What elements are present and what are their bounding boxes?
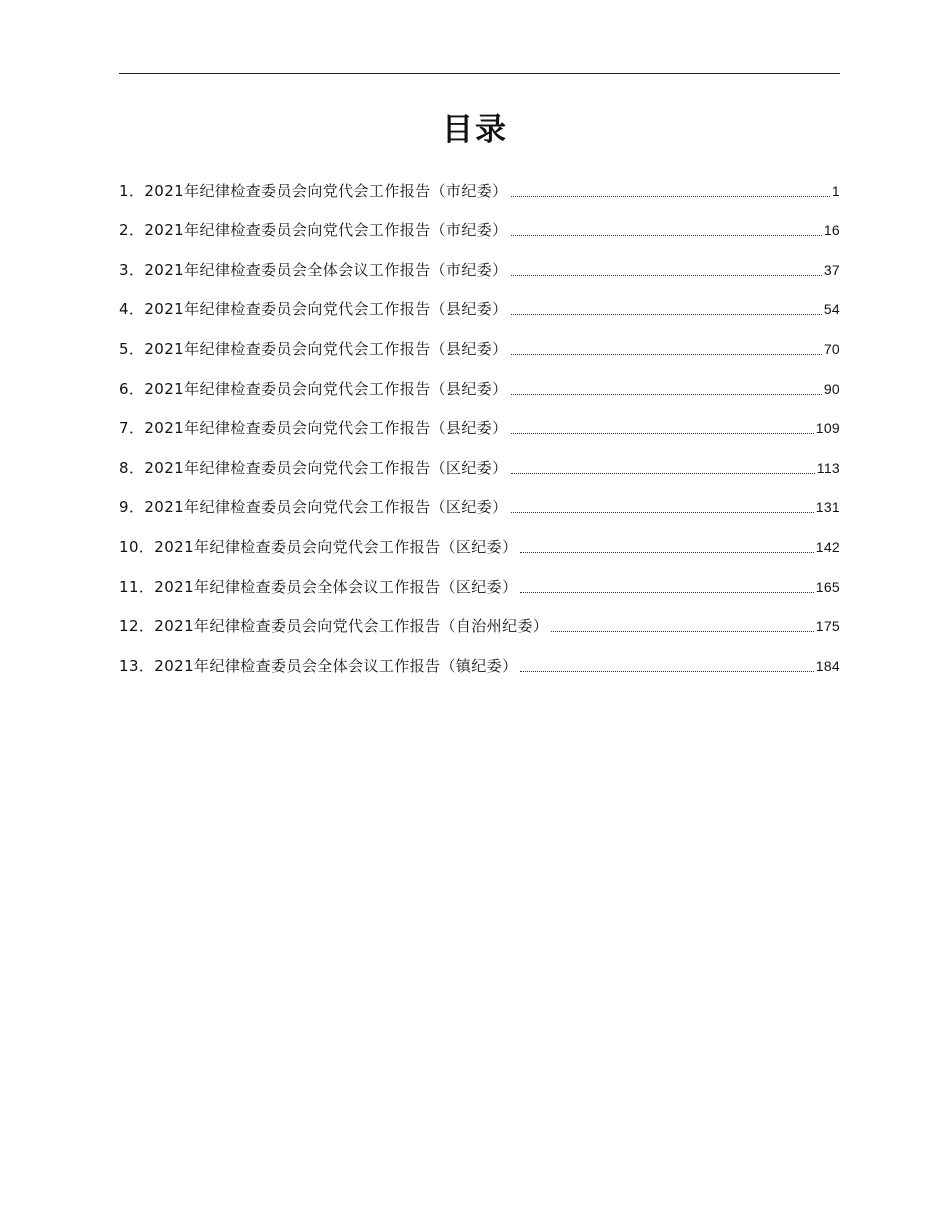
toc-entry-text: 10．2021年纪律检查委员会向党代会工作报告（区纪委） bbox=[119, 537, 518, 556]
toc-leader-dots bbox=[511, 354, 822, 355]
toc-page-number: 16 bbox=[823, 222, 840, 239]
toc-entry-text: 5．2021年纪律检查委员会向党代会工作报告（县纪委） bbox=[119, 339, 508, 358]
toc-entry-text: 12．2021年纪律检查委员会向党代会工作报告（自治州纪委） bbox=[119, 617, 549, 636]
toc-page-number: 37 bbox=[823, 261, 840, 278]
toc-entry-text: 1．2021年纪律检查委员会向党代会工作报告（市纪委） bbox=[119, 181, 508, 200]
toc-page-number: 184 bbox=[815, 657, 840, 674]
toc-leader-dots bbox=[511, 235, 822, 236]
toc-entry-4[interactable] bbox=[119, 285, 840, 325]
toc-entry-text: 9．2021年纪律检查委员会向党代会工作报告（区纪委） bbox=[119, 498, 508, 517]
toc-list bbox=[119, 166, 840, 681]
toc-entry-1[interactable] bbox=[119, 166, 840, 206]
toc-page-number: 142 bbox=[815, 538, 840, 555]
toc-entry-7[interactable] bbox=[119, 404, 840, 444]
toc-title: 目录 bbox=[442, 112, 508, 148]
toc-entry-3[interactable] bbox=[119, 245, 840, 285]
toc-leader-dots bbox=[511, 275, 822, 276]
toc-page-number: 70 bbox=[823, 340, 840, 357]
toc-page-number: 109 bbox=[815, 420, 840, 437]
toc-leader-dots bbox=[511, 512, 814, 513]
toc-entry-11[interactable] bbox=[119, 562, 840, 602]
toc-leader-dots bbox=[520, 552, 813, 553]
toc-entry-9[interactable] bbox=[119, 483, 840, 523]
toc-entry-12[interactable] bbox=[119, 602, 840, 642]
header-rule bbox=[119, 73, 840, 74]
toc-leader-dots bbox=[511, 394, 822, 395]
toc-page-number: 1 bbox=[831, 182, 840, 199]
toc-entry-text: 7．2021年纪律检查委员会向党代会工作报告（县纪委） bbox=[119, 419, 508, 438]
toc-leader-dots bbox=[511, 433, 814, 434]
toc-page-number: 165 bbox=[815, 578, 840, 595]
toc-entry-13[interactable] bbox=[119, 641, 840, 681]
toc-leader-dots bbox=[511, 196, 830, 197]
toc-entry-text: 2．2021年纪律检查委员会向党代会工作报告（市纪委） bbox=[119, 221, 508, 240]
toc-entry-8[interactable] bbox=[119, 443, 840, 483]
toc-entry-text: 13．2021年纪律检查委员会全体会议工作报告（镇纪委） bbox=[119, 656, 518, 675]
toc-page-number: 113 bbox=[816, 459, 840, 476]
toc-leader-dots bbox=[511, 314, 822, 315]
toc-page-number: 90 bbox=[823, 380, 840, 397]
toc-page-number: 175 bbox=[815, 618, 840, 635]
toc-entry-5[interactable] bbox=[119, 324, 840, 364]
toc-entry-6[interactable] bbox=[119, 364, 840, 404]
toc-leader-dots bbox=[511, 473, 815, 474]
toc-leader-dots bbox=[520, 671, 813, 672]
toc-entry-text: 4．2021年纪律检查委员会向党代会工作报告（县纪委） bbox=[119, 300, 508, 319]
toc-page-number: 54 bbox=[823, 301, 840, 318]
toc-entry-text: 11．2021年纪律检查委员会全体会议工作报告（区纪委） bbox=[119, 577, 518, 596]
toc-page-number: 131 bbox=[815, 499, 840, 516]
toc-entry-text: 6．2021年纪律检查委员会向党代会工作报告（县纪委） bbox=[119, 379, 508, 398]
toc-entry-text: 8．2021年纪律检查委员会向党代会工作报告（区纪委） bbox=[119, 458, 508, 477]
toc-entry-2[interactable] bbox=[119, 206, 840, 246]
toc-entry-10[interactable] bbox=[119, 522, 840, 562]
toc-entry-text: 3．2021年纪律检查委员会全体会议工作报告（市纪委） bbox=[119, 260, 508, 279]
toc-leader-dots bbox=[551, 631, 813, 632]
toc-leader-dots bbox=[520, 592, 813, 593]
